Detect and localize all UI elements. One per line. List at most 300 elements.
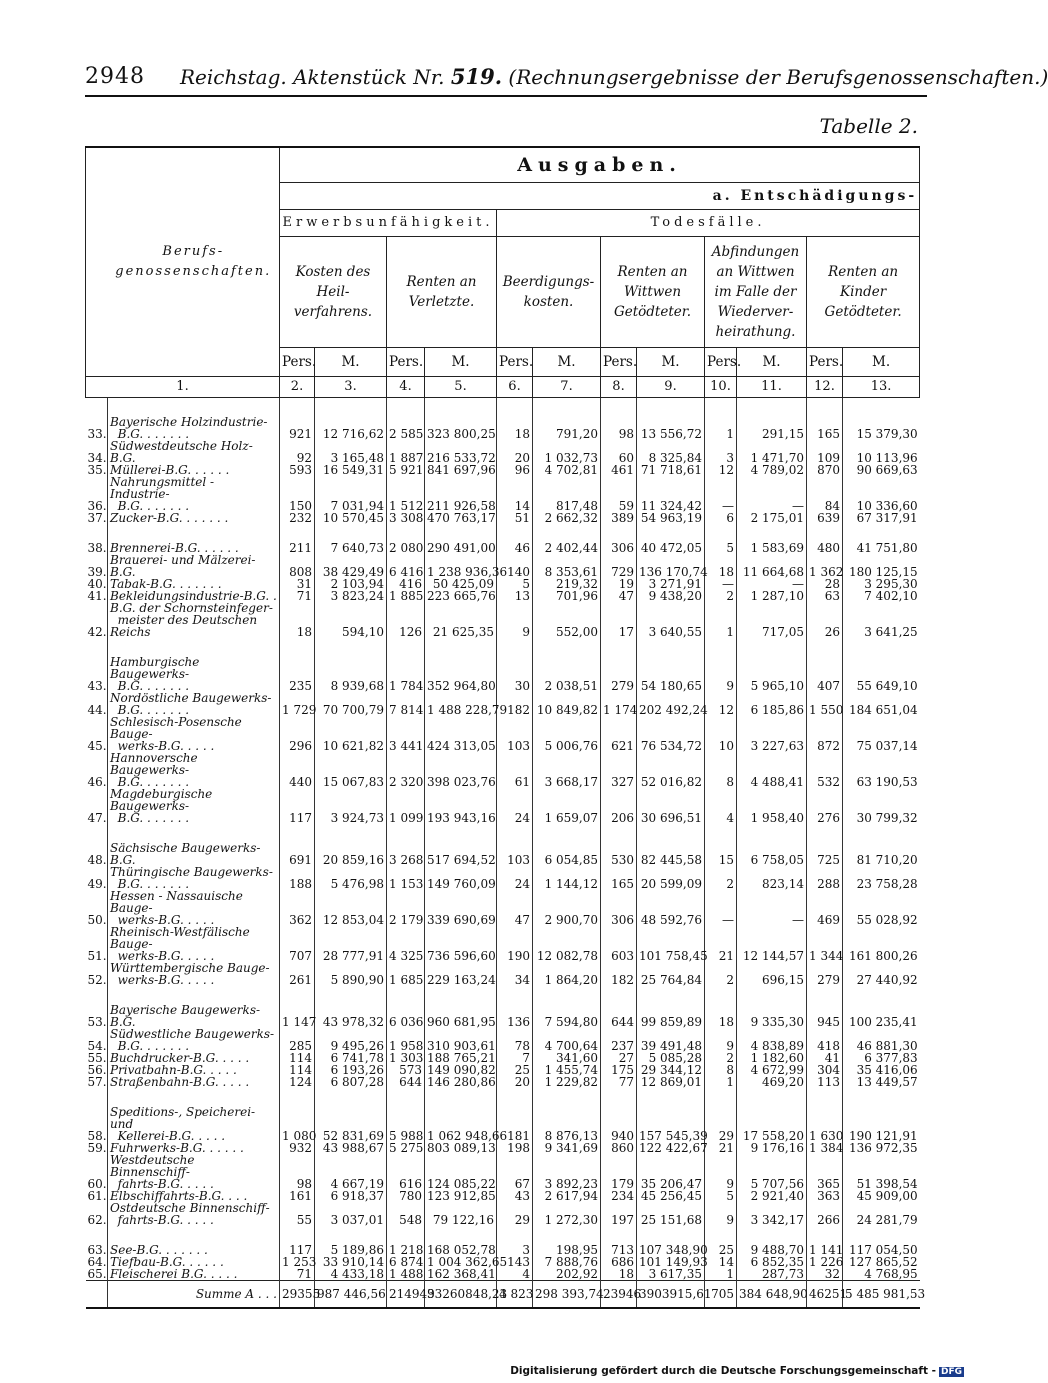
mark-cell: 4 838,89 (737, 1028, 807, 1052)
table-row (86, 752, 920, 788)
header-erwerbsunfaehigkeit: Erwerbsunfähigkeit. (280, 210, 497, 237)
mark-cell: 229 163,24 (425, 962, 497, 986)
mark-cell: 27 440,92 (843, 962, 920, 986)
persons-cell: 860 (601, 1142, 637, 1154)
association-name: Tabak-B.G. . . . . . . (108, 578, 280, 590)
mark-cell: 6 054,85 (533, 842, 601, 866)
persons-cell: 9 (705, 656, 737, 692)
persons-cell: 707 (280, 926, 315, 962)
table-header (86, 147, 920, 398)
mark-cell: 10 849,82 (533, 692, 601, 716)
persons-cell: 5 988 (387, 1106, 425, 1142)
mark-cell: 7 594,80 (533, 1004, 601, 1028)
mark-cell: 4 702,81 (533, 464, 601, 476)
footer-credit (510, 1365, 964, 1377)
persons-cell: 1 362 (807, 554, 843, 578)
column-number: 2. (280, 377, 315, 398)
persons-cell: 103 (497, 842, 533, 866)
persons-cell: 279 (807, 962, 843, 986)
persons-cell: 1 141 (807, 1244, 843, 1256)
unit-mark: M. (533, 348, 601, 377)
table-row (86, 1106, 920, 1142)
mark-cell: 23 758,28 (843, 866, 920, 890)
association-name: Privatbahn-B.G. . . . . (108, 1064, 280, 1076)
mark-cell: 52 016,82 (637, 752, 705, 788)
persons-cell: 197 (601, 1202, 637, 1226)
persons-cell: 17 (601, 602, 637, 638)
column-number: 11. (737, 377, 807, 398)
persons-cell: 1 729 (280, 692, 315, 716)
mark-cell: — (737, 890, 807, 926)
mark-cell: 15 379,30 (843, 416, 920, 440)
mark-cell: 188 765,21 (425, 1052, 497, 1064)
mark-cell: 552,00 (533, 602, 601, 638)
mark-cell: 117 054,50 (843, 1244, 920, 1256)
mark-cell: 122 422,67 (637, 1142, 705, 1154)
persons-cell: 182 (497, 692, 533, 716)
mark-cell: 2 103,94 (315, 578, 387, 590)
persons-cell: 932 (280, 1142, 315, 1154)
persons-cell: 198 (497, 1142, 533, 1154)
association-name: Hessen - Nassauische Bauge- werks-B.G. . . . . (108, 890, 280, 926)
mark-cell: 136 972,35 (843, 1142, 920, 1154)
persons-cell: 461 (601, 464, 637, 476)
mark-cell: 2 662,32 (533, 512, 601, 524)
mark-cell: 339 690,69 (425, 890, 497, 926)
persons-cell: 2 179 (387, 890, 425, 926)
mark-cell: 10 113,96 (843, 440, 920, 464)
mark-cell: 45 909,00 (843, 1190, 920, 1202)
persons-cell: 78 (497, 1028, 533, 1052)
mark-cell: 9 495,26 (315, 1028, 387, 1052)
row-number: 37. (87, 511, 107, 525)
mark-cell: 13 449,57 (843, 1076, 920, 1088)
persons-cell: 1 147 (280, 1004, 315, 1028)
mark-cell: 12 853,04 (315, 890, 387, 926)
persons-cell: 1 080 (280, 1106, 315, 1142)
mark-cell: 823,14 (737, 866, 807, 890)
association-name: Thüringische Baugewerks- B.G. . . . . . . (108, 866, 280, 890)
mark-cell: 3 668,17 (533, 752, 601, 788)
header-entschaedigungs: a. Entschädigungs- (280, 183, 920, 210)
row-number: 40. (87, 577, 107, 591)
persons-cell: 2 (705, 962, 737, 986)
persons-cell: 1 153 (387, 866, 425, 890)
persons-cell: 616 (387, 1154, 425, 1190)
mark-cell: 123 912,85 (425, 1190, 497, 1202)
persons-cell: 921 (280, 416, 315, 440)
mark-cell: 717,05 (737, 602, 807, 638)
mark-cell: 7 640,73 (315, 542, 387, 554)
mark-cell: 71 718,61 (637, 464, 705, 476)
mark-cell: 1 958,40 (737, 788, 807, 824)
persons-cell: 7 (497, 1052, 533, 1064)
mark-cell: 4 433,18 (315, 1268, 387, 1281)
persons-cell: 59 (601, 476, 637, 512)
title-prefix: Reichstag. Aktenstück Nr. (180, 65, 445, 89)
mark-cell: 190 121,91 (843, 1106, 920, 1142)
row-number: 43. (87, 679, 107, 693)
mark-cell: 1 864,20 (533, 962, 601, 986)
row-number: 54. (87, 1039, 107, 1053)
mark-cell: 1 659,07 (533, 788, 601, 824)
persons-cell: 63 (807, 590, 843, 602)
mark-cell: 7 031,94 (315, 476, 387, 512)
mark-cell: 6 758,05 (737, 842, 807, 866)
association-name: Fuhrwerks-B.G. . . . . . (108, 1142, 280, 1154)
mark-cell: 1 455,74 (533, 1064, 601, 1076)
mark-cell: 287,73 (737, 1268, 807, 1281)
table-row (86, 476, 920, 512)
persons-cell: 5 (497, 578, 533, 590)
persons-cell: 1 (705, 1268, 737, 1281)
total-cell: 3903915,61 (637, 1281, 705, 1309)
persons-cell: 1 (705, 416, 737, 440)
persons-cell: 389 (601, 512, 637, 524)
persons-cell: 113 (807, 1076, 843, 1088)
persons-cell: 1 303 (387, 1052, 425, 1064)
mark-cell: 817,48 (533, 476, 601, 512)
persons-cell: 276 (807, 788, 843, 824)
association-name: B.G. der Schornsteinfeger- meister des Deutschen Reichs (108, 602, 280, 638)
mark-cell: 29 344,12 (637, 1064, 705, 1076)
mark-cell: 82 445,58 (637, 842, 705, 866)
mark-cell: 5 085,28 (637, 1052, 705, 1064)
persons-cell: 548 (387, 1202, 425, 1226)
mark-cell: 841 697,96 (425, 464, 497, 476)
mark-cell: 149 760,09 (425, 866, 497, 890)
table-row (86, 1004, 920, 1028)
mark-cell: 5 965,10 (737, 656, 807, 692)
row-number: 49. (87, 877, 107, 891)
persons-cell: 14 (705, 1256, 737, 1268)
persons-cell: 1 887 (387, 440, 425, 464)
persons-cell: 15 (705, 842, 737, 866)
mark-cell: 52 831,69 (315, 1106, 387, 1142)
row-number: 55. (87, 1051, 107, 1065)
mark-cell: 79 122,16 (425, 1202, 497, 1226)
mark-cell: 54 180,65 (637, 656, 705, 692)
persons-cell: 55 (280, 1202, 315, 1226)
mark-cell: 41 751,80 (843, 542, 920, 554)
mark-cell: 90 669,63 (843, 464, 920, 476)
mark-cell: 9 488,70 (737, 1244, 807, 1256)
column-number: 1. (86, 377, 280, 398)
unit-pers: Pers. (705, 348, 737, 377)
persons-cell: 1 630 (807, 1106, 843, 1142)
mark-cell: 124 085,22 (425, 1154, 497, 1190)
mark-cell: 67 317,91 (843, 512, 920, 524)
mark-cell: 25 151,68 (637, 1202, 705, 1226)
persons-cell: 639 (807, 512, 843, 524)
mark-cell: 136 170,74 (637, 554, 705, 578)
header-renten-wittwen: Renten an Wittwen Getödteter. (601, 237, 705, 348)
persons-cell: 67 (497, 1154, 533, 1190)
unit-pers: Pers. (601, 348, 637, 377)
persons-cell: 43 (497, 1190, 533, 1202)
mark-cell: 7 888,76 (533, 1256, 601, 1268)
mark-cell: 4 789,02 (737, 464, 807, 476)
table-row (86, 554, 920, 578)
persons-cell: 140 (497, 554, 533, 578)
persons-cell: 98 (280, 1154, 315, 1190)
mark-cell: 290 491,00 (425, 542, 497, 554)
table-row (86, 692, 920, 716)
persons-cell: 211 (280, 542, 315, 554)
persons-cell: 10 (705, 716, 737, 752)
mark-cell: 223 665,76 (425, 590, 497, 602)
mark-cell: 4 700,64 (533, 1028, 601, 1052)
persons-cell: 3 (705, 440, 737, 464)
column-number: 9. (637, 377, 705, 398)
persons-cell: 1 (705, 602, 737, 638)
persons-cell: 1 (705, 1076, 737, 1088)
table-row (86, 1142, 920, 1154)
mark-cell: 10 570,45 (315, 512, 387, 524)
mark-cell: 81 710,20 (843, 842, 920, 866)
persons-cell: 1 488 (387, 1268, 425, 1281)
persons-cell: 161 (280, 1190, 315, 1202)
mark-cell: 10 336,60 (843, 476, 920, 512)
persons-cell: 114 (280, 1064, 315, 1076)
total-cell: 987 446,56 (315, 1281, 387, 1309)
persons-cell: 61 (497, 752, 533, 788)
mark-cell: 35 206,47 (637, 1154, 705, 1190)
total-cell: 46251 (807, 1281, 843, 1309)
association-name: Tiefbau-B.G. . . . . . (108, 1256, 280, 1268)
mark-cell: 202,92 (533, 1268, 601, 1281)
mark-cell: 3 271,91 (637, 578, 705, 590)
column-number-row (86, 377, 920, 398)
persons-cell: 1 226 (807, 1256, 843, 1268)
association-name: Straßenbahn-B.G. . . . . (108, 1076, 280, 1088)
persons-cell: 8 (705, 1064, 737, 1076)
mark-cell: 198,95 (533, 1244, 601, 1256)
column-number: 10. (705, 377, 737, 398)
page-title (180, 64, 1048, 89)
mark-cell: 50 425,09 (425, 578, 497, 590)
association-name: Ostdeutsche Binnenschiff- fahrts-B.G. . . . . (108, 1202, 280, 1226)
row-number: 64. (87, 1255, 107, 1269)
mark-cell: 63 190,53 (843, 752, 920, 788)
persons-cell: 713 (601, 1244, 637, 1256)
persons-cell: 4 (497, 1268, 533, 1281)
row-number: 41. (87, 589, 107, 603)
association-name: Buchdrucker-B.G. . . . . (108, 1052, 280, 1064)
persons-cell: 780 (387, 1190, 425, 1202)
persons-cell: 18 (280, 602, 315, 638)
association-name: Rheinisch-Westfälische Bauge- werks-B.G. . . . . (108, 926, 280, 962)
persons-cell: 31 (280, 578, 315, 590)
row-number: 48. (87, 853, 107, 867)
persons-cell: 261 (280, 962, 315, 986)
persons-cell: 266 (807, 1202, 843, 1226)
mark-cell: 219,32 (533, 578, 601, 590)
association-name: Bayerische Holzindustrie- B.G. . . . . . . (108, 416, 280, 440)
persons-cell: 20 (497, 1076, 533, 1088)
association-name: Fleischerei B.G. . . . . (108, 1268, 280, 1281)
column-number: 8. (601, 377, 637, 398)
total-cell: 5 485 981,53 (843, 1281, 920, 1309)
mark-cell: 4 488,41 (737, 752, 807, 788)
association-name: Württembergische Bauge- werks-B.G. . . . . (108, 962, 280, 986)
unit-mark: M. (843, 348, 920, 377)
association-name: Südwestdeutsche Holz-B.G. (108, 440, 280, 464)
persons-cell: 621 (601, 716, 637, 752)
mark-cell: 149 090,82 (425, 1064, 497, 1076)
row-number: 36. (87, 499, 107, 513)
spacer-row (86, 986, 920, 1004)
mark-cell: 352 964,80 (425, 656, 497, 692)
mark-cell: 696,15 (737, 962, 807, 986)
persons-cell: 306 (601, 890, 637, 926)
row-number: 53. (87, 1015, 107, 1029)
persons-cell: 362 (280, 890, 315, 926)
association-name: Hamburgische Baugewerks- B.G. . . . . . . (108, 656, 280, 692)
persons-cell: 945 (807, 1004, 843, 1028)
spacer-row (86, 524, 920, 542)
mark-cell: 1 488 228,79 (425, 692, 497, 716)
mark-cell: 9 335,30 (737, 1004, 807, 1028)
mark-cell: 39 491,48 (637, 1028, 705, 1052)
persons-cell: 729 (601, 554, 637, 578)
persons-cell: 279 (601, 656, 637, 692)
persons-cell: 181 (497, 1106, 533, 1142)
column-number: 3. (315, 377, 387, 398)
mark-cell: 1 004 362,65 (425, 1256, 497, 1268)
persons-cell: 12 (705, 692, 737, 716)
mark-cell: 1 062 948,66 (425, 1106, 497, 1142)
persons-cell: 1 885 (387, 590, 425, 602)
mark-cell: 2 921,40 (737, 1190, 807, 1202)
header-ausgaben: Ausgaben. (280, 147, 920, 183)
total-label: Summe A . . . (108, 1281, 280, 1309)
mark-cell: 4 672,99 (737, 1064, 807, 1076)
persons-cell: — (705, 890, 737, 926)
association-name: Bayerische Baugewerks-B.G. (108, 1004, 280, 1028)
persons-cell: 5 (705, 1190, 737, 1202)
persons-cell: 143 (497, 1256, 533, 1268)
mark-cell: 470 763,17 (425, 512, 497, 524)
mark-cell: 6 741,78 (315, 1052, 387, 1064)
mark-cell: 1 182,60 (737, 1052, 807, 1064)
total-cell: 4 823 (497, 1281, 533, 1309)
mark-cell: 6 918,37 (315, 1190, 387, 1202)
persons-cell: 136 (497, 1004, 533, 1028)
mark-cell: 43 988,67 (315, 1142, 387, 1154)
persons-cell: 46 (497, 542, 533, 554)
mark-cell: 25 764,84 (637, 962, 705, 986)
mark-cell: 2 617,94 (533, 1190, 601, 1202)
table-row (86, 440, 920, 464)
persons-cell: 5 275 (387, 1142, 425, 1154)
mark-cell: 5 707,56 (737, 1154, 807, 1190)
mark-cell: 127 865,52 (843, 1256, 920, 1268)
mark-cell: 40 472,05 (637, 542, 705, 554)
table-row (86, 416, 920, 440)
persons-cell: 593 (280, 464, 315, 476)
persons-cell: 872 (807, 716, 843, 752)
mark-cell: 3 037,01 (315, 1202, 387, 1226)
association-name: Bekleidungsindustrie-B.G. . (108, 590, 280, 602)
mark-cell: 12 869,01 (637, 1076, 705, 1088)
persons-cell: 206 (601, 788, 637, 824)
persons-cell: 1 099 (387, 788, 425, 824)
persons-cell: 24 (497, 866, 533, 890)
mark-cell: 7 402,10 (843, 590, 920, 602)
mark-cell: 701,96 (533, 590, 601, 602)
spacer-row (86, 824, 920, 842)
association-name: Magdeburgische Baugewerks- B.G. . . . . . . (108, 788, 280, 824)
persons-cell: 9 (705, 1154, 737, 1190)
mark-cell: 5 189,86 (315, 1244, 387, 1256)
mark-cell: 1 272,30 (533, 1202, 601, 1226)
mark-cell: 3 227,63 (737, 716, 807, 752)
persons-cell: 306 (601, 542, 637, 554)
column-number: 13. (843, 377, 920, 398)
persons-cell: 182 (601, 962, 637, 986)
table-row (86, 1154, 920, 1190)
persons-cell: 9 (705, 1028, 737, 1052)
persons-cell: 365 (807, 1154, 843, 1190)
table-row (86, 926, 920, 962)
mark-cell: 54 963,19 (637, 512, 705, 524)
persons-cell: 2 (705, 1052, 737, 1064)
persons-cell: 28 (807, 578, 843, 590)
persons-cell: 92 (280, 440, 315, 464)
persons-cell: 9 (705, 1202, 737, 1226)
total-cell: 214949 (387, 1281, 425, 1309)
persons-cell: 24 (497, 788, 533, 824)
unit-mark: M. (425, 348, 497, 377)
persons-cell: 18 (497, 416, 533, 440)
persons-cell: 6 (705, 512, 737, 524)
row-number: 57. (87, 1075, 107, 1089)
table-row (86, 890, 920, 926)
mark-cell: 51 398,54 (843, 1154, 920, 1190)
column-number: 7. (533, 377, 601, 398)
persons-cell: 6 416 (387, 554, 425, 578)
row-number: 63. (87, 1243, 107, 1257)
persons-cell: 1 344 (807, 926, 843, 962)
unit-pers: Pers. (807, 348, 843, 377)
mark-cell: 75 037,14 (843, 716, 920, 752)
footer-text: Digitalisierung gefördert durch die Deutsche Forschungsgemeinschaft - (510, 1365, 936, 1377)
row-number: 44. (87, 703, 107, 717)
persons-cell: 165 (601, 866, 637, 890)
mark-cell: 21 625,35 (425, 602, 497, 638)
mark-cell: 24 281,79 (843, 1202, 920, 1226)
mark-cell: 161 800,26 (843, 926, 920, 962)
mark-cell: 517 694,52 (425, 842, 497, 866)
table-row (86, 716, 920, 752)
mark-cell: 107 348,90 (637, 1244, 705, 1256)
mark-cell: 17 558,20 (737, 1106, 807, 1142)
mark-cell: 5 006,76 (533, 716, 601, 752)
persons-cell: 304 (807, 1064, 843, 1076)
persons-cell: 644 (387, 1076, 425, 1088)
row-number: 65. (87, 1267, 107, 1281)
row-number: 47. (87, 811, 107, 825)
mark-cell: 13 556,72 (637, 416, 705, 440)
row-number: 59. (87, 1141, 107, 1155)
mark-cell: 168 052,78 (425, 1244, 497, 1256)
persons-cell: 530 (601, 842, 637, 866)
persons-cell: 235 (280, 656, 315, 692)
dfg-logo: DFG (940, 1367, 962, 1377)
mark-cell: 211 926,58 (425, 476, 497, 512)
association-name: Brennerei-B.G. . . . . . (108, 542, 280, 554)
